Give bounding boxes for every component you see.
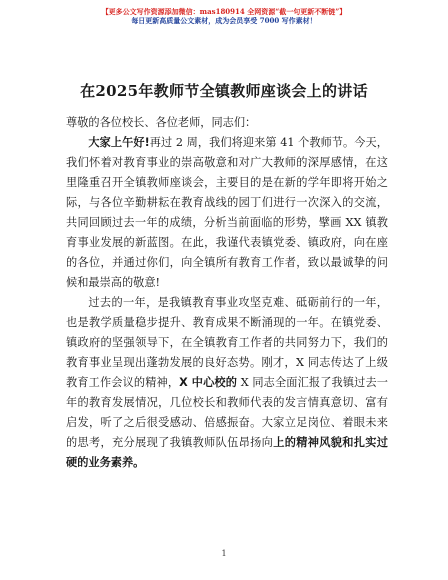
paragraph-1-opening: 大家上午好! [88,136,150,149]
promo-line-wechat: 【更多公文写作资源添加微信：mas180914 全网资源“截一句更新不断链”】 [101,7,347,16]
paragraph-1 [66,133,388,293]
paragraph-2-bold-closing: 上的精神风貌和扎实过硬的业务素养。 [66,436,388,469]
document-body [66,113,388,473]
paragraph-2 [66,293,388,473]
paragraph-2-text-a: 过去的一年，是我镇教育事业攻坚克难、砥砺前行的一年，也是教学质量稳步提升、教育成果不断涌现的一年。在镇党委、镇政府的坚强领导下，在全镇教育工作者的共同努力下，我们的教育事业呈现出蓬勃发展的良好态势。刚才，X 同志传达了上级教育工作会议的精神， [66,296,388,389]
promo-line-membership: 每日更新高质量公文素材，成为会员享受 7000 写作素材！ [131,16,317,25]
promo-banner [0,7,448,25]
greeting: 尊敬的各位校长、各位老师，同志们： [66,116,257,129]
paragraph-1-text: 再过 2 周，我们将迎来第 41 个教师节。今天，我们怀着对教育事业的崇高敬意和对广大教师的深厚感情，在这里隆重召开全镇教师座谈会，主要目的是在新的学年即将开始之际，与各位辛勤耕耘在教育战线的园丁们进行一次深入的交流，共同回顾过去一年的成绩，分析当前面临的形势，擘画 XX 镇教育事业发展的新蓝图。在此，我谨代表镇党委、镇政府，向在座的各位，并通过你们，向全镇所有教育工作者，致以最诚挚的问候和最崇高的敬意! [66,136,388,289]
paragraph-2-bold-school: X 中心校的 [179,376,238,389]
page-number: 1 [221,549,227,558]
document-title: 在2025年教师节全镇教师座谈会上的讲话 [80,82,368,100]
paragraph-2-text-b: X 同志全面汇报了我镇过去一年的教育发展情况，几位校长和教师代表的发言情真意切、富有启发，听了之后很受感动、倍感振奋。大家立足岗位、着眼未来的思考，充分展现了我镇教师队伍昂扬向 [66,376,388,449]
